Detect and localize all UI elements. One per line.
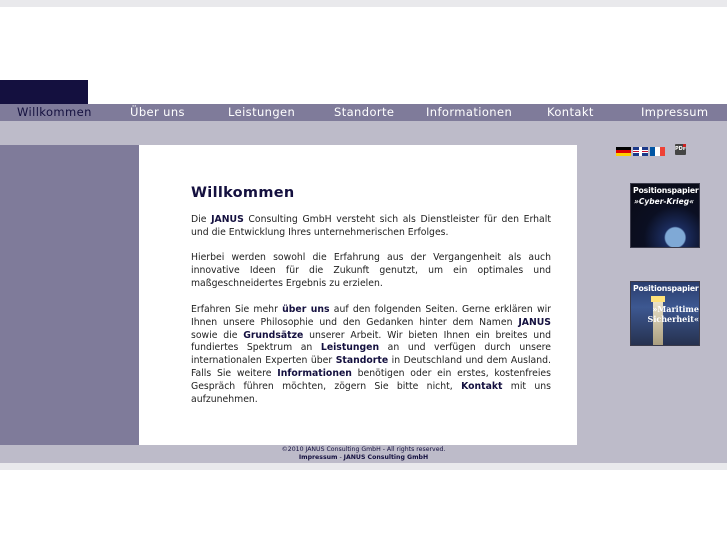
link-standorte[interactable]: Standorte [335, 355, 389, 367]
link-ueber-uns[interactable]: über uns [282, 304, 330, 315]
promo-title: Positionspapier [633, 284, 699, 293]
nav-item-impressum[interactable]: Impressum [641, 105, 709, 119]
janus-brand: JANUS [518, 316, 551, 328]
promo-cyber-krieg[interactable] [630, 183, 700, 248]
promo-maritime-sicherheit[interactable] [630, 281, 700, 346]
sub-nav-band [0, 121, 727, 145]
details-paragraph: Erfahren Sie mehr über uns auf den folgenden Seiten. Gerne erklären wir Ihnen unsere Philosophie und den Gedanken hinter dem Namen JANUS sowie die Grundsätze unserer Arbeit. Wir bieten Ihnen ein breites und fundiertes Spektrum an Leistungen an und verfügen durch unsere internationalen Experten über Standorte in Deutschland und dem Ausland. Falls Sie weitere Informationen benötigen oder ein erstes, kostenfreies Gespräch führen möchten, zögern Sie bitte nicht, Kontakt mit uns aufzunehmen. [191, 304, 552, 405]
right-sidebar [577, 145, 727, 445]
footer-company-link[interactable]: JANUS Consulting GmbH [343, 454, 429, 461]
footer-links: Impressum - JANUS Consulting GmbH [298, 454, 429, 461]
promo-subtitle: »Maritime Sicherheit« [647, 304, 699, 324]
link-grundsaetze[interactable]: Grundsätze [243, 329, 304, 341]
copyright-text: ©2010 JANUS Consulting GmbH - All rights reserved. [281, 446, 446, 453]
flag-uk-icon[interactable] [633, 147, 648, 156]
bottom-strip [0, 463, 727, 470]
nav-item-leistungen[interactable]: Leistungen [228, 105, 296, 119]
flag-de-icon[interactable] [616, 147, 631, 156]
promo-subtitle: »Cyber-Krieg« [634, 197, 694, 206]
nav-item-willkommen[interactable]: Willkommen [17, 105, 92, 119]
language-switcher [616, 147, 665, 156]
footer [0, 445, 727, 463]
top-strip [0, 0, 727, 7]
link-informationen[interactable]: Informationen [277, 367, 352, 379]
janus-brand: JANUS [211, 214, 244, 225]
nav-item-standorte[interactable]: Standorte [334, 105, 395, 119]
left-column [0, 145, 139, 445]
main-content [139, 145, 577, 445]
link-leistungen[interactable]: Leistungen [320, 342, 380, 354]
approach-paragraph: Hierbei werden sowohl die Erfahrung aus der Vergangenheit als auch innovative Ideen für die Zukunft genutzt, um ein optimales und maßgeschneidertes Ergebnis zu erzielen. [191, 252, 551, 289]
logo-block [0, 80, 88, 104]
main-nav [0, 104, 727, 121]
nav-item-informationen[interactable]: Informationen [426, 105, 513, 119]
nav-item-ueber-uns[interactable]: Über uns [130, 105, 185, 119]
page-title: Willkommen [191, 185, 295, 201]
link-kontakt[interactable]: Kontakt [461, 380, 503, 392]
pdf-icon[interactable]: PDF [675, 144, 686, 155]
footer-impressum-link[interactable]: Impressum [298, 454, 338, 461]
promo-title: Positionspapier [633, 186, 699, 195]
flag-fr-icon[interactable] [650, 147, 665, 156]
nav-item-kontakt[interactable]: Kontakt [547, 105, 594, 119]
intro-paragraph: Die JANUS Consulting GmbH versteht sich als Dienstleister für den Erhalt und die Entwicklung Ihres unternehmerischen Erfolges. [191, 214, 551, 238]
